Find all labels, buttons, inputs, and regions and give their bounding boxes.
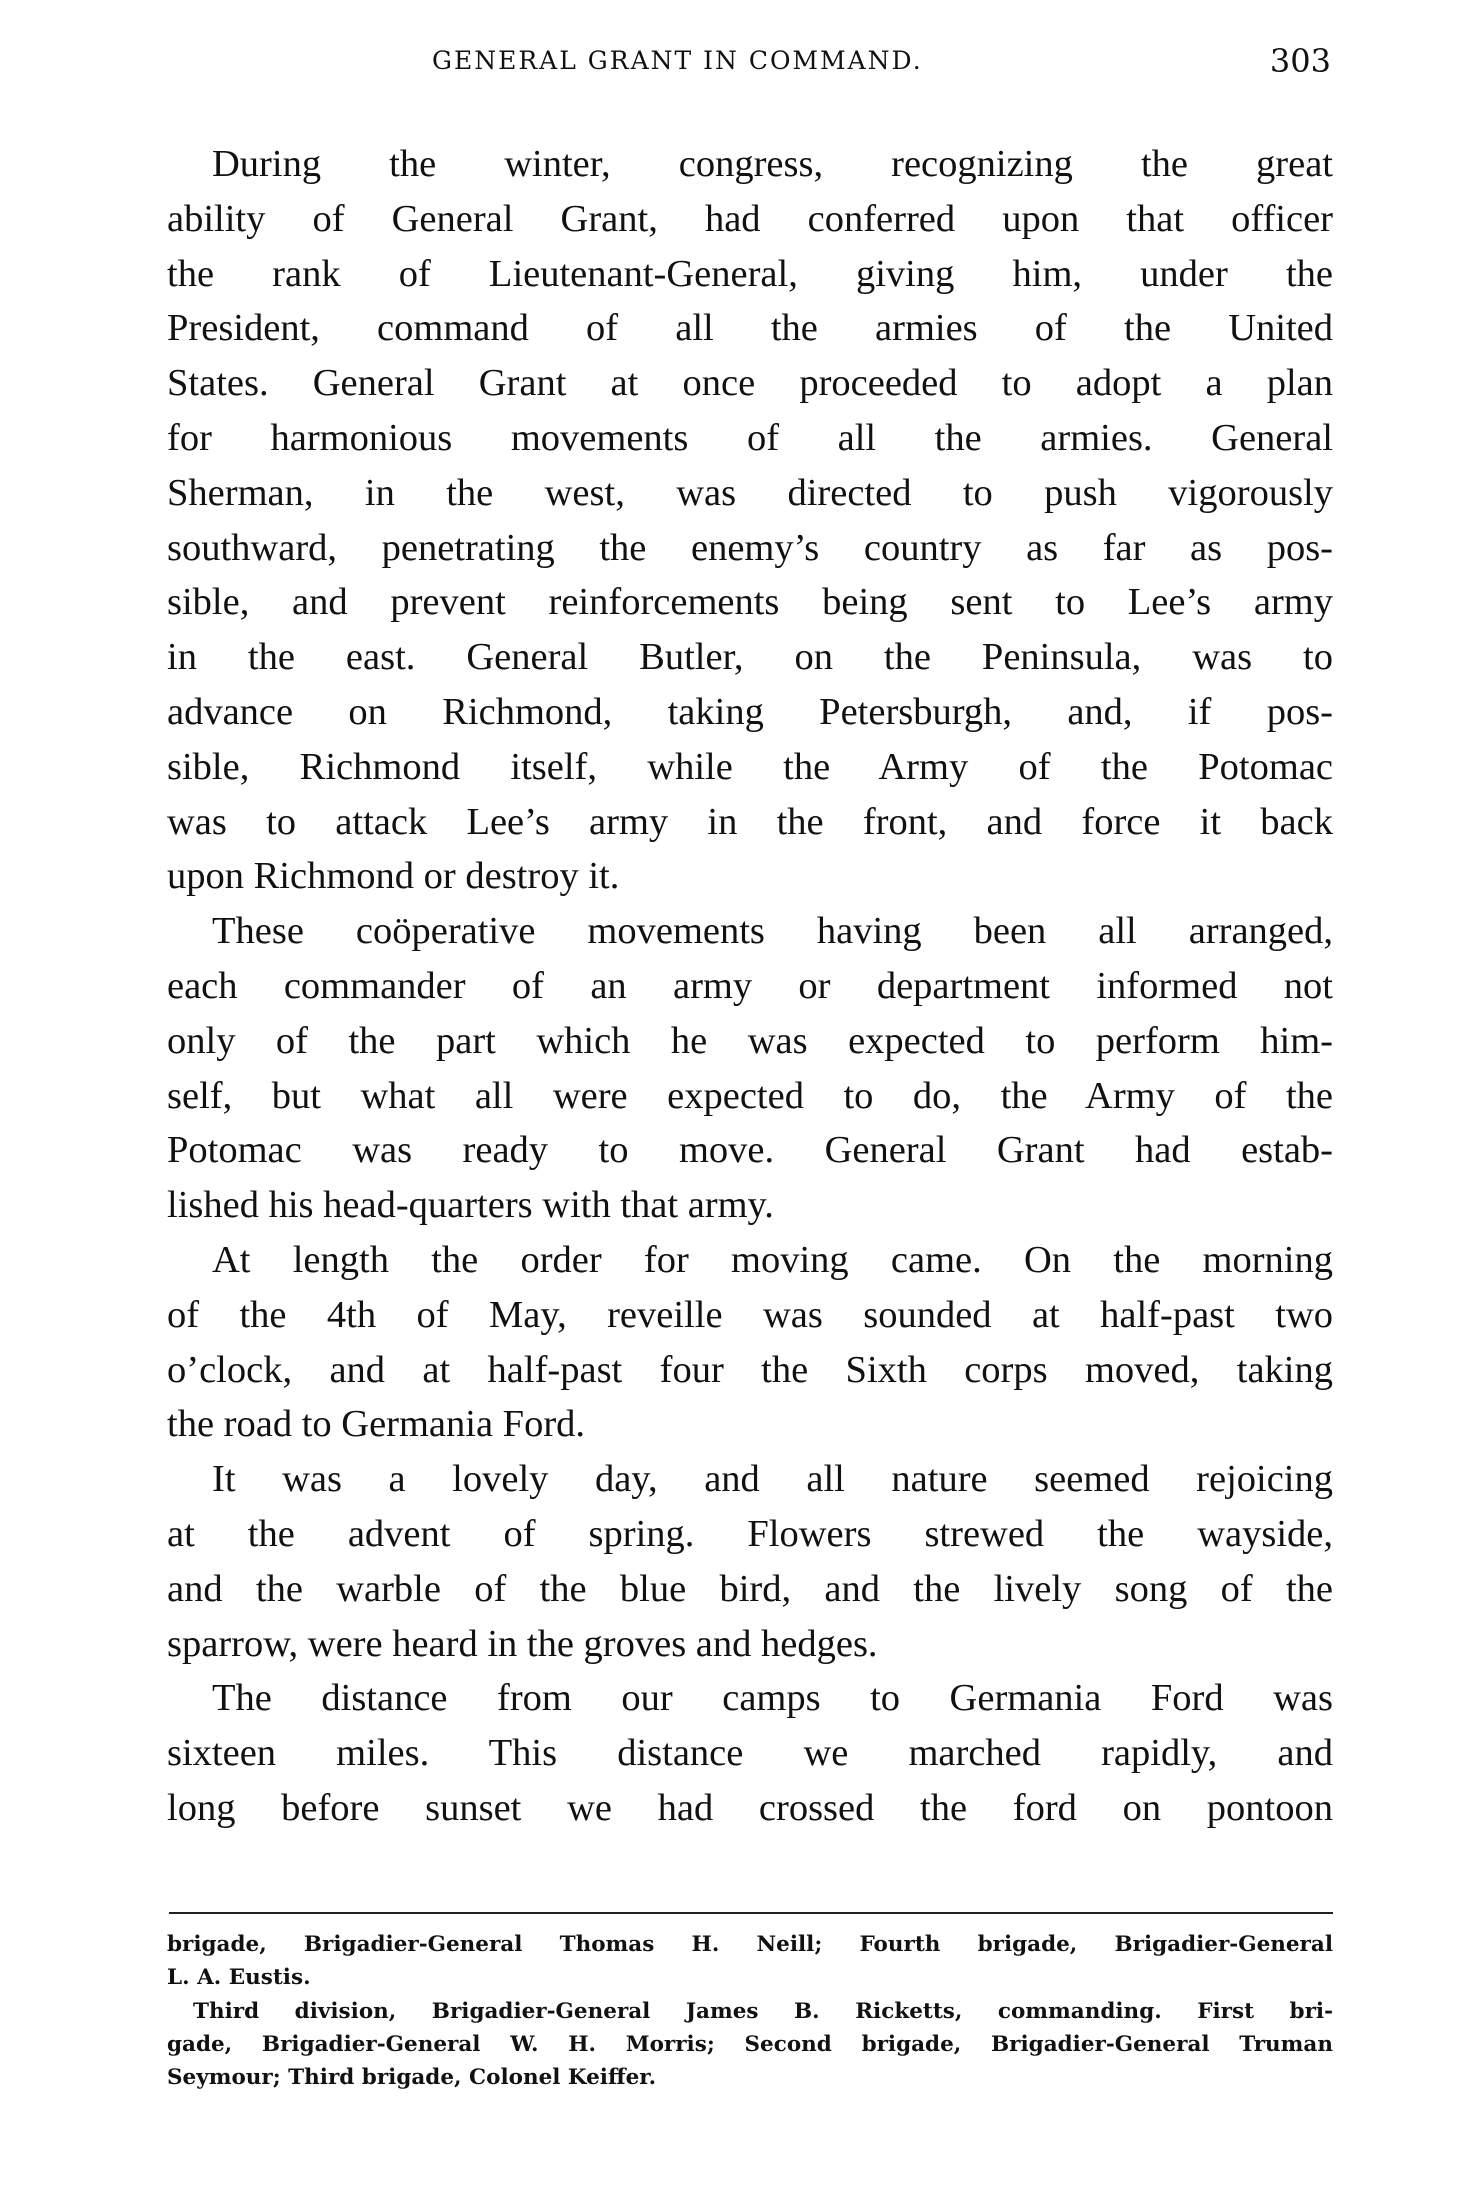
footnote-line: Third division, Brigadier-General James B. Ricketts, commanding. First bri- (193, 1998, 1333, 2024)
body-text (167, 137, 1333, 1836)
footnote-rule (169, 1912, 1333, 1914)
text-line: sible, and prevent reinforcements being sent to Lee’s army (167, 581, 1333, 624)
text-line: at the advent of spring. Flowers strewed the wayside, (167, 1512, 1333, 1555)
footnotes (167, 1928, 1333, 2094)
text-line: President, command of all the armies of the United (167, 307, 1333, 350)
text-line: only of the part which he was expected to perform him- (167, 1019, 1333, 1062)
page-number: 303 (1269, 42, 1331, 80)
text-line: of the 4th of May, reveille was sounded at half-past two (167, 1293, 1333, 1336)
text-line: o’clock, and at half-past four the Sixth corps moved, taking (167, 1348, 1333, 1391)
text-line: sparrow, were heard in the groves and hedges. (167, 1622, 878, 1665)
footnote-line: gade, Brigadier-General W. H. Morris; Second brigade, Brigadier-General Truman (167, 2031, 1333, 2057)
text-line: These coöperative movements having been all arranged, (212, 910, 1333, 953)
text-line: self, but what all were expected to do, the Army of the (167, 1074, 1333, 1117)
text-line: the rank of Lieutenant-General, giving him, under the (167, 252, 1333, 295)
text-line: States. General Grant at once proceeded to adopt a plan (167, 362, 1333, 405)
text-line: ability of General Grant, had conferred upon that officer (167, 197, 1333, 240)
text-line: During the winter, congress, recognizing the great (212, 143, 1333, 185)
text-line: sixteen miles. This distance we marched rapidly, and (167, 1732, 1333, 1775)
text-line: At length the order for moving came. On the morning (212, 1238, 1333, 1281)
footnote-line: brigade, Brigadier-General Thomas H. Neill; Fourth brigade, Brigadier-General (167, 1932, 1333, 1957)
text-line: and the warble of the blue bird, and the lively song of the (167, 1567, 1333, 1610)
text-line: the road to Germania Ford. (167, 1403, 586, 1446)
text-line: The distance from our camps to Germania Ford was (212, 1677, 1333, 1720)
text-line: It was a lovely day, and all nature seemed rejoicing (212, 1458, 1333, 1501)
text-line: advance on Richmond, taking Petersburgh, and, if pos- (167, 690, 1333, 733)
text-line: lished his head-quarters with that army. (167, 1184, 774, 1227)
running-title: GENERAL GRANT IN COMMAND. (432, 46, 923, 75)
text-line: long before sunset we had crossed the ford on pontoon (167, 1786, 1333, 1829)
text-line: for harmonious movements of all the armies. General (167, 416, 1333, 459)
running-head (167, 42, 1333, 82)
text-line: in the east. General Butler, on the Peninsula, was to (167, 636, 1333, 679)
footnote-line: Seymour; Third brigade, Colonel Keiffer. (167, 2065, 657, 2091)
text-line: sible, Richmond itself, while the Army of the Potomac (167, 745, 1333, 788)
text-line: was to attack Lee’s army in the front, and force it back (167, 800, 1333, 843)
text-line: southward, penetrating the enemy’s country as far as pos- (167, 526, 1333, 569)
text-line: Sherman, in the west, was directed to push vigorously (167, 471, 1333, 514)
text-line: upon Richmond or destroy it. (167, 855, 620, 898)
text-line: Potomac was ready to move. General Grant had estab- (167, 1129, 1333, 1172)
footnote-line: L. A. Eustis. (167, 1965, 311, 1991)
text-line: each commander of an army or department informed not (167, 964, 1333, 1007)
